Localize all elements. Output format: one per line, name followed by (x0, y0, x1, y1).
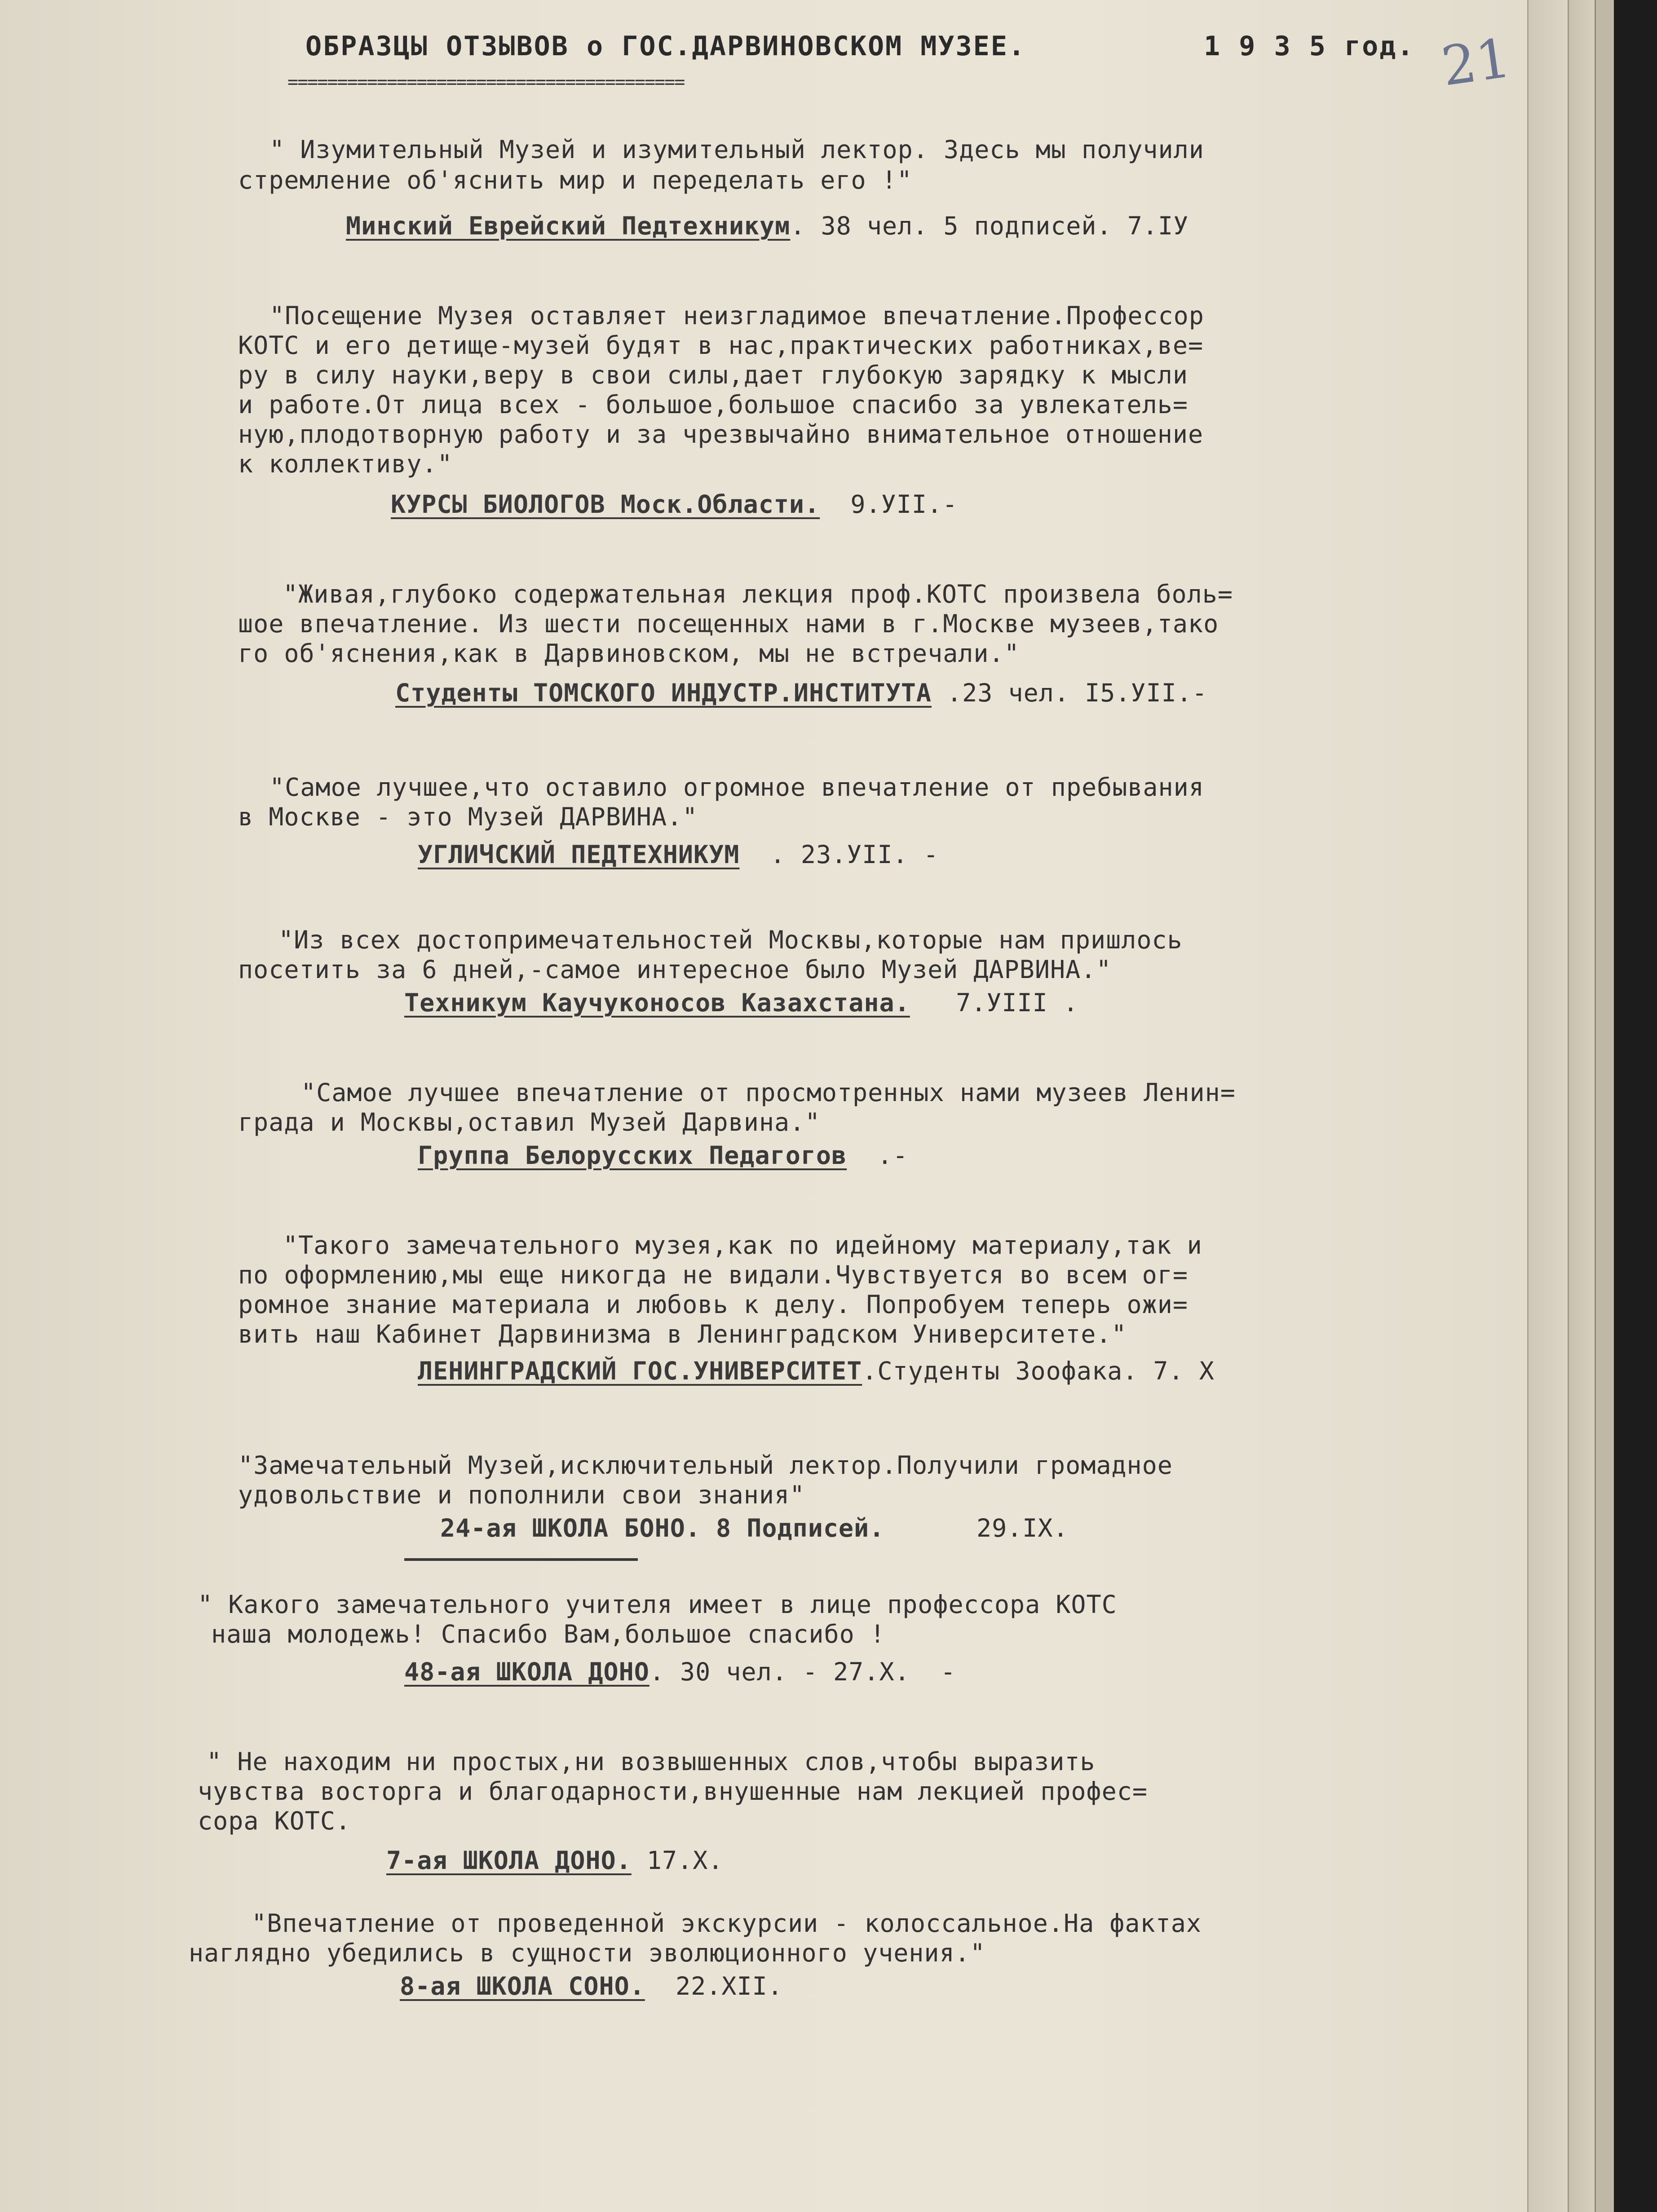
review-4-signature-line (418, 840, 939, 869)
review-3-line-1: "Живая,глубоко содержательная лекция проф.КОТС произвела боль= (283, 580, 1233, 608)
review-3-line-3: го об'яснения,как в Дарвиновском, мы не встречали." (238, 639, 1020, 668)
underlying-page-edge (1527, 0, 1569, 2212)
review-2-line-3: ру в силу науки,веру в свои силы,дает глубокую зарядку к мысли (238, 361, 1188, 389)
review-7-signature: ЛЕНИНГРАДСКИЙ ГОС.УНИВЕРСИТЕТ (418, 1357, 862, 1385)
review-9-line-1: " Какого замечательного учителя имеет в лице профессора КОТС (198, 1590, 1117, 1619)
review-7-signature-line (418, 1356, 1215, 1386)
review-2-line-4: и работе.От лица всех - большое,большое спасибо за увлекатель= (238, 390, 1188, 419)
review-2-line-6: к коллективу." (238, 449, 453, 478)
review-6-signature: Группа Белорусских Педагогов (418, 1141, 847, 1170)
review-6-signature-line (418, 1141, 908, 1170)
review-5-line-1: "Из всех достопримечательностей Москвы,которые нам пришлось (278, 925, 1183, 954)
review-1-line-2: стремление об'яснить мир и переделать его !" (238, 166, 912, 194)
review-2-line-5: ную,плодотворную работу и за чрезвычайно внимательное отношение (238, 420, 1204, 449)
review-8-line-2: удовольствие и пополнили свои знания" (238, 1481, 805, 1509)
review-1-line-1: " Изумительный Музей и изумительный лектор. Здесь мы получили (270, 135, 1204, 164)
page-number-handwritten: 21 (1438, 27, 1515, 98)
review-4-signature: УГЛИЧСКИЙ ПЕДТЕХНИКУМ (418, 840, 740, 869)
review-11-line-2: наглядно убедились в сущности эволюционного учения." (189, 1939, 985, 1967)
review-2-line-1: "Посещение Музея оставляет неизгладимое впечатление.Профессор (270, 301, 1204, 330)
review-6-signature-details: .- (847, 1141, 908, 1170)
review-9-signature: 48-ая ШКОЛА ДОНО (404, 1657, 650, 1686)
underlying-page-edge (1595, 0, 1614, 2212)
review-2-signature-details: 9.УII.- (820, 490, 958, 519)
review-2-signature-line (391, 489, 958, 519)
review-10-signature: 7-ая ШКОЛА ДОНО. (386, 1846, 632, 1875)
review-6-line-1: "Самое лучшее впечатление от просмотренных нами музеев Ленин= (301, 1078, 1236, 1107)
review-8-signature-line (440, 1513, 1069, 1543)
review-1-signature: Минский Еврейский Педтехникум (346, 212, 791, 240)
review-7-line-1: "Такого замечательного музея,как по идейному материалу,так и (283, 1231, 1202, 1260)
review-1-signature-line (346, 211, 1189, 241)
review-4-line-1: "Самое лучшее,что оставило огромное впечатление от пребывания (270, 773, 1204, 802)
review-5-signature: Техникум Каучуконосов Казахстана. (404, 988, 910, 1017)
review-9-line-2: наша молодежь! Спасибо Вам,большое спасибо ! (211, 1620, 885, 1648)
review-10-signature-details: 17.Х. (631, 1846, 724, 1875)
review-3-signature-details: .23 чел. I5.УII.- (931, 679, 1207, 707)
review-7-line-3: ромное знание материала и любовь к делу. Попробуем теперь ожи= (238, 1290, 1188, 1319)
review-5-line-2: посетить за 6 дней,-самое интересное было Музей ДАРВИНА." (238, 955, 1112, 984)
review-11-signature: 8-ая ШКОЛА СОНО. (400, 1972, 645, 2000)
review-3-signature: Студенты ТОМСКОГО ИНДУСТР.ИНСТИТУТА (395, 679, 932, 707)
separator-rule (404, 1558, 638, 1561)
review-7-signature-details: .Студенты Зоофака. 7. X (862, 1357, 1215, 1385)
review-11-line-1: "Впечатление от проведенной экскурсии - колоссальное.На фактах (252, 1909, 1202, 1938)
review-9-signature-line (404, 1657, 956, 1687)
title-double-rule: ======================================== (287, 72, 685, 93)
review-1-signature-details: . 38 чел. 5 подписей. 7.IУ (790, 212, 1189, 240)
review-8-signature: 24-ая ШКОЛА БОНО. 8 Подписей. (440, 1514, 885, 1542)
review-6-line-2: града и Москвы,оставил Музей Дарвина." (238, 1108, 821, 1137)
review-8-signature-details: 29.IX. (884, 1514, 1069, 1542)
review-7-line-2: по оформлению,мы еще никогда не видали.Чувствуется во всем ог= (238, 1260, 1188, 1289)
document-year: 1 9 3 5 год. (1204, 31, 1415, 62)
review-10-line-2: чувства восторга и благодарности,внушенные нам лекцией профес= (198, 1777, 1148, 1806)
review-9-signature-details: . 30 чел. - 27.Х. - (649, 1657, 956, 1686)
review-11-signature-line (400, 1971, 783, 2001)
review-3-line-2: шое впечатление. Из шести посещенных нами в г.Москве музеев,тако (238, 609, 1219, 638)
document-title: ОБРАЗЦЫ ОТЗЫВОВ о ГОС.ДАРВИНОВСКОМ МУЗЕЕ. (305, 31, 1026, 62)
review-10-line-3: сора КОТС. (198, 1807, 351, 1835)
review-7-line-4: вить наш Кабинет Дарвинизма в Ленинградском Университете." (238, 1320, 1127, 1348)
review-8-line-1: "Замечательный Музей,исключительный лектор.Получили громадное (238, 1451, 1173, 1480)
review-2-signature: КУРСЫ БИОЛОГОВ Моск.Области. (391, 490, 820, 519)
review-3-signature-line (395, 678, 1207, 708)
review-5-signature-details: 7.УIII . (910, 988, 1078, 1017)
review-4-signature-details: . 23.УII. - (739, 840, 939, 869)
review-10-signature-line (386, 1846, 724, 1875)
review-2-line-2: КОТС и его детище-музей будят в нас,практических работниках,ве= (238, 331, 1204, 360)
underlying-page-edge (1568, 0, 1596, 2212)
review-10-line-1: " Не находим ни простых,ни возвышенных слов,чтобы выразить (207, 1747, 1096, 1776)
review-11-signature-details: 22.XII. (645, 1972, 783, 2000)
review-5-signature-line (404, 988, 1078, 1018)
review-4-line-2: в Москве - это Музей ДАРВИНА." (238, 802, 698, 831)
